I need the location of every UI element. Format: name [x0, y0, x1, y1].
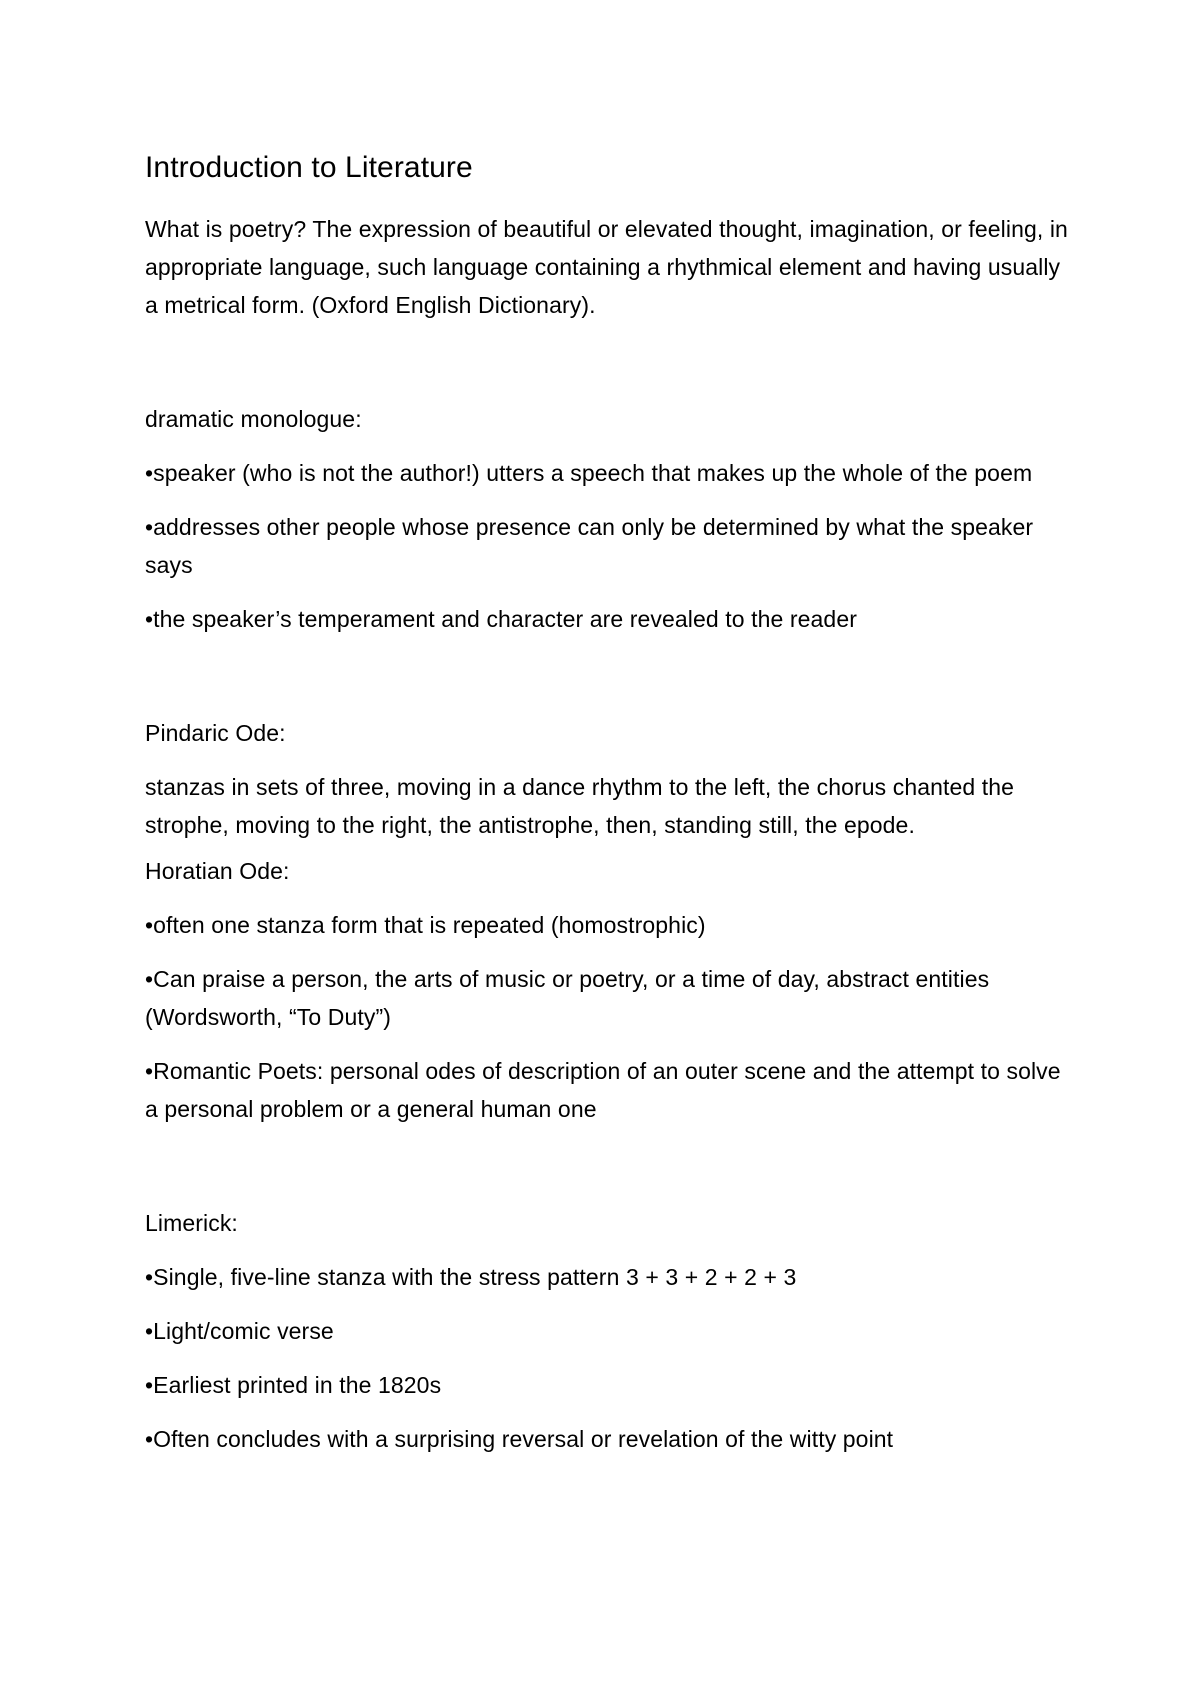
section-heading-dramatic-monologue: dramatic monologue: — [145, 406, 362, 432]
spacer — [145, 1144, 1075, 1204]
section-heading-limerick: Limerick: — [145, 1210, 238, 1236]
bullet-item: •speaker (who is not the author!) utters a speech that makes up the whole of the poem — [145, 460, 1033, 486]
poetry-definition: What is poetry? The expression of beautiful or elevated thought, imagination, or feeling, in appropriate language, such language containing a rhythmical element and having usually a metrical form. (Oxford English Dictionary). — [145, 216, 1068, 318]
bullet-item: •the speaker’s temperament and character are revealed to the reader — [145, 606, 857, 632]
section-heading-horatian-ode: Horatian Ode: — [145, 858, 290, 884]
bullet-item: •addresses other people whose presence can only be determined by what the speaker says — [145, 514, 1034, 578]
section-heading-pindaric-ode: Pindaric Ode: — [145, 720, 286, 746]
bullet-item: •Light/comic verse — [145, 1318, 334, 1344]
bullet-item: •Can praise a person, the arts of music or poetry, or a time of day, abstract entities (Wordsworth, “To Duty”) — [145, 966, 990, 1030]
bullet-item: •Romantic Poets: personal odes of description of an outer scene and the attempt to solve a personal problem or a general human one — [145, 1058, 1061, 1122]
bullet-item: •often one stanza form that is repeated (homostrophic) — [145, 912, 706, 938]
spacer — [145, 340, 1075, 400]
bullet-item: •Single, five-line stanza with the stress pattern 3 + 3 + 2 + 2 + 3 — [145, 1264, 797, 1290]
pindaric-ode-description: stanzas in sets of three, moving in a dance rhythm to the left, the chorus chanted the strophe, moving to the right, the antistrophe, then, standing still, the epode. — [145, 774, 1015, 838]
document-body — [145, 148, 1075, 1474]
spacer — [145, 654, 1075, 714]
bullet-item: •Earliest printed in the 1820s — [145, 1372, 442, 1398]
document-title: Introduction to Literature — [145, 151, 473, 184]
bullet-item: •Often concludes with a surprising reversal or revelation of the witty point — [145, 1426, 894, 1452]
